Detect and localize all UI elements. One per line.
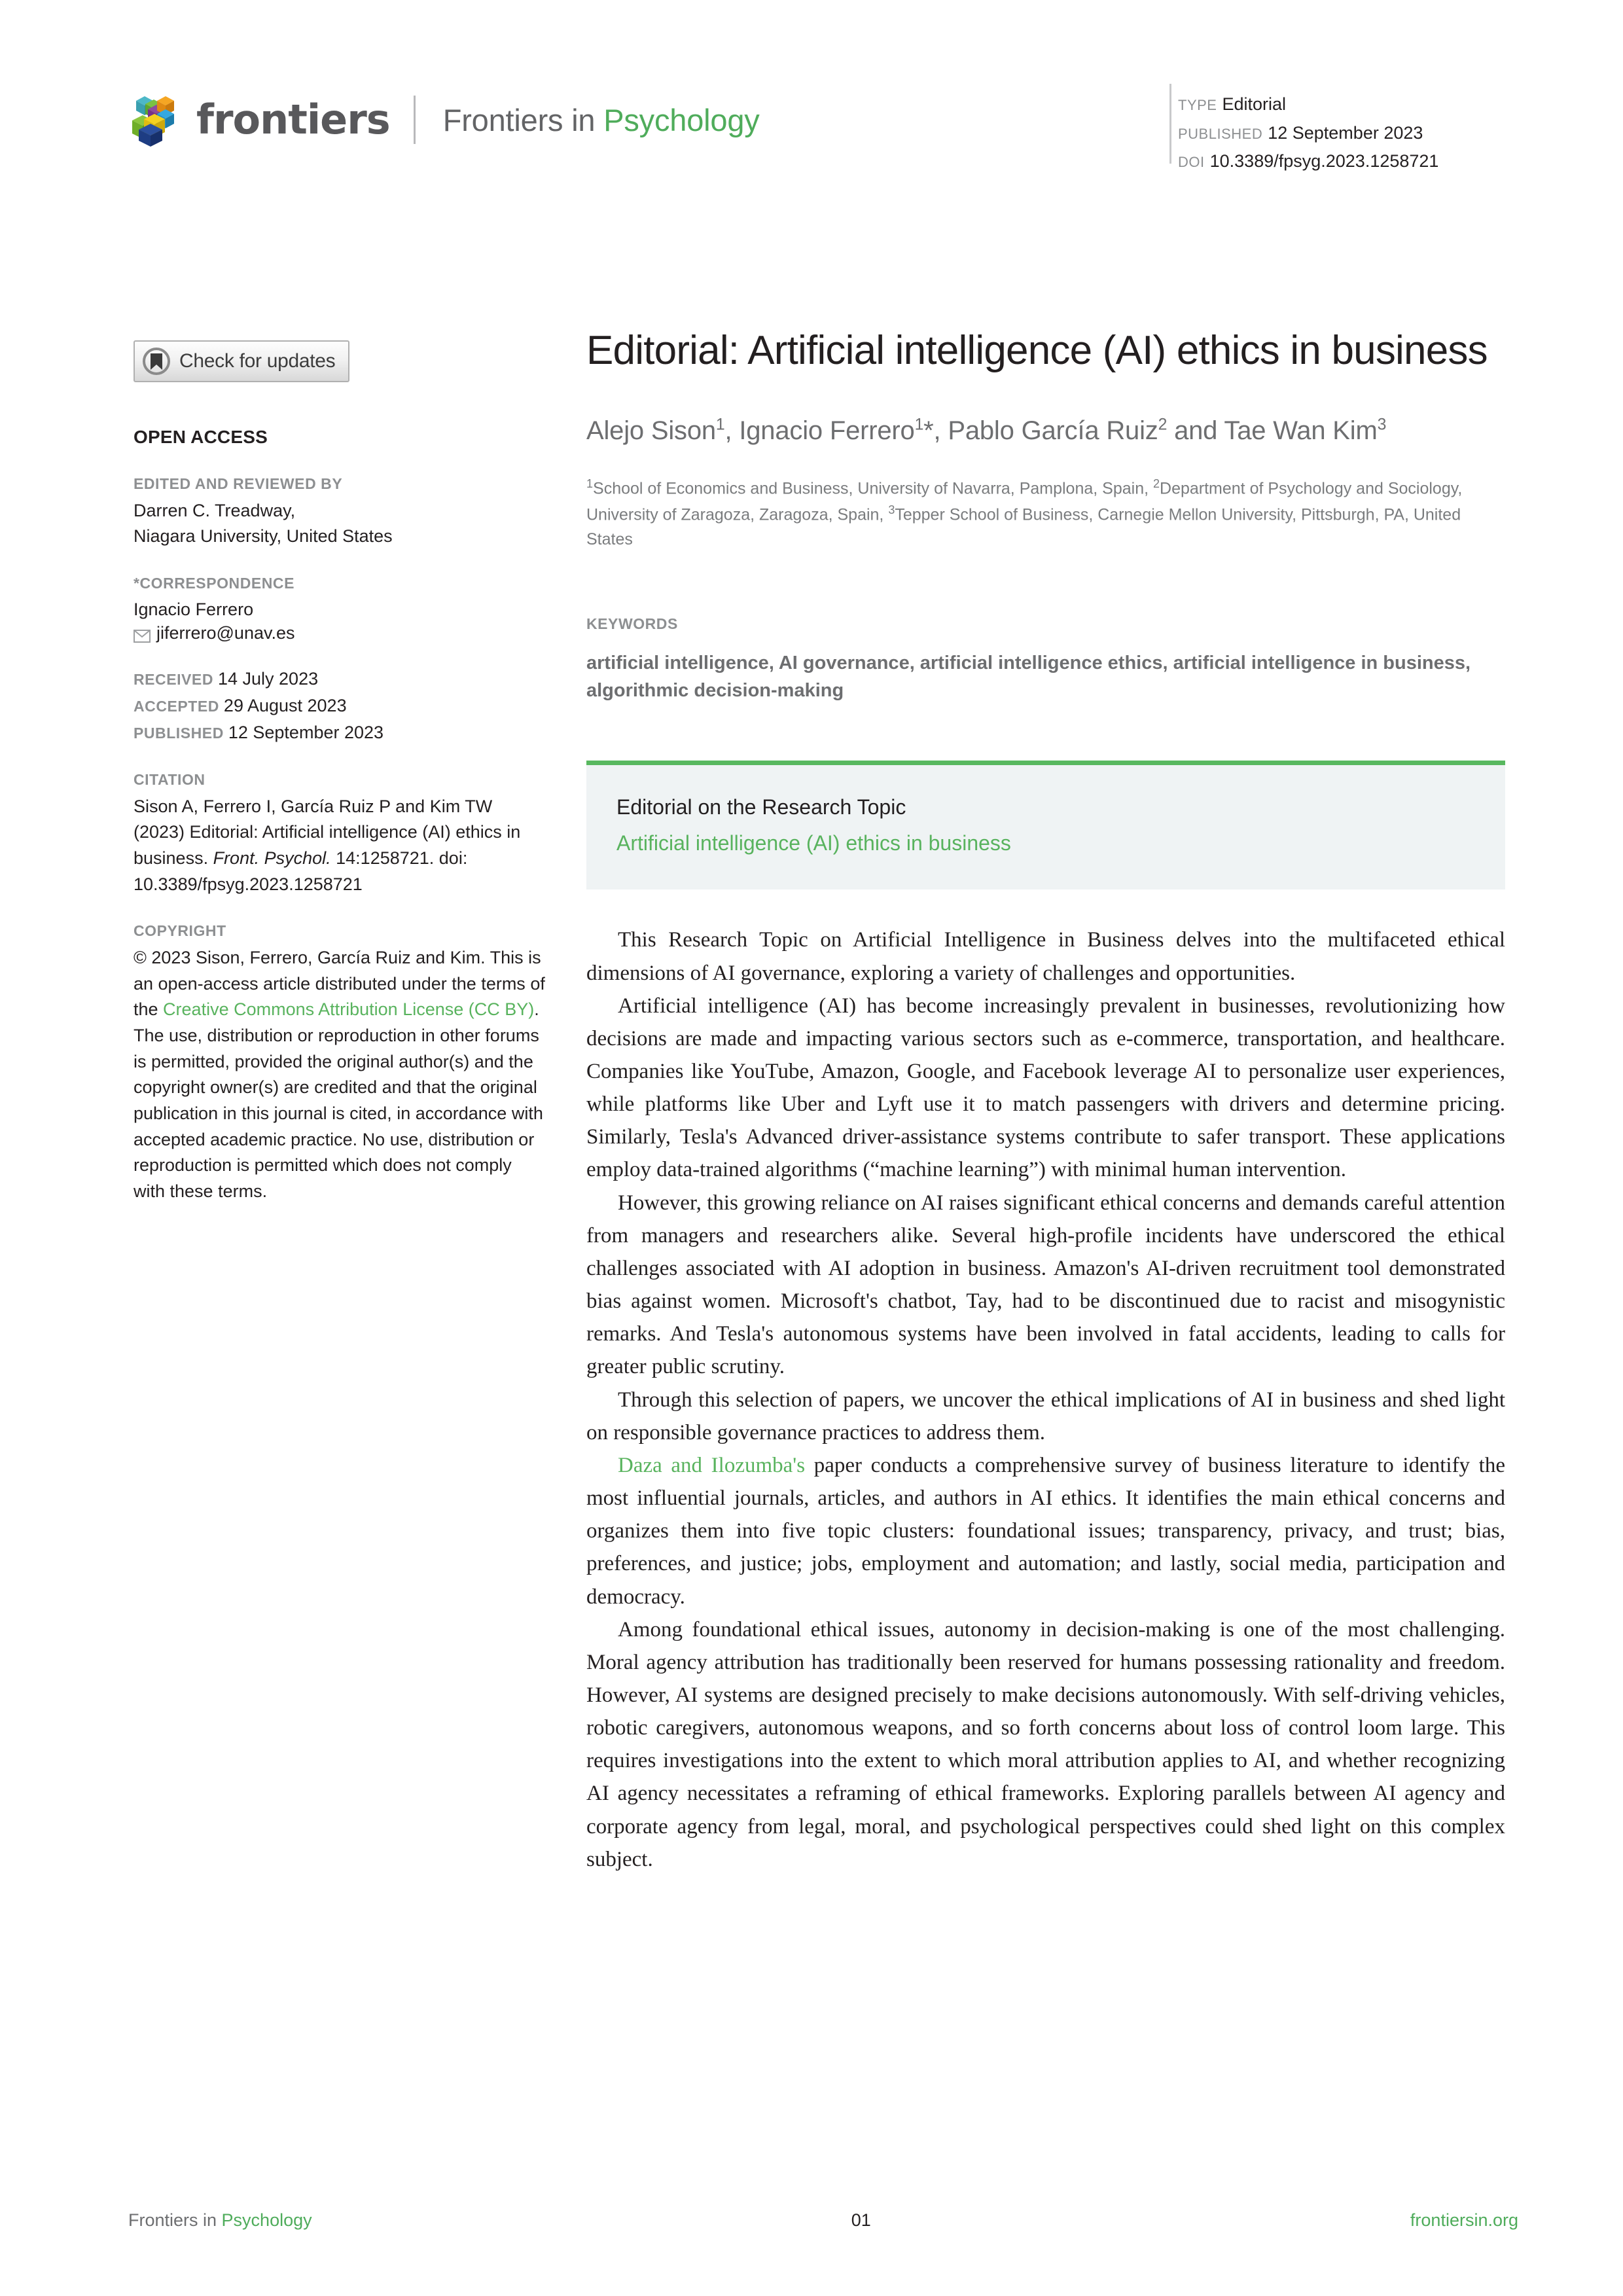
header-meta-type-value: Editorial xyxy=(1222,94,1287,114)
check-for-updates-label: Check for updates xyxy=(179,350,336,372)
journal-title-prefix: Frontiers in xyxy=(442,102,604,137)
header-meta-doi-label: DOI xyxy=(1178,154,1205,171)
correspondence-block xyxy=(134,572,547,643)
header-meta-type-label: TYPE xyxy=(1178,97,1217,113)
body-paragraph: This Research Topic on Artificial Intelligence in Business delves into the multifaceted ethical dimensions of AI governance, exploring a variety of challenges and opportunities. xyxy=(586,928,1505,985)
copyright-part-1: © 2023 Sison, Ferrero, García Ruiz and Kim. This is an open-access article distributed under the terms of the xyxy=(134,947,545,1020)
header-meta-doi-value[interactable]: 10.3389/fpsyg.2023.1258721 xyxy=(1209,151,1439,171)
copyright-part-2: . The use, distribution or reproduction in other forums is permitted, provided the original author(s) and the copyright owner(s) are credited and that the original publication in this journal is cited, in accordance with accepted academic practice. No use, distribution or reproduction is permitted which does not comply with these terms. xyxy=(134,999,543,1202)
body-paragraph-text: paper conducts a comprehensive survey of business literature to identify the most influential journals, articles, and authors in AI ethics. It identifies the main ethical concerns and organizes them into five topic clusters: foundational issues; transparency, privacy, and trust; bias, preferences, and justice; jobs, employment and automation; and lastly, social media, participation and democracy. xyxy=(586,1453,1506,1609)
citation-part-1: Sison A, Ferrero I, García Ruiz P and Kim TW (2023) Editorial: Artificial intelligence (AI) ethics in business. xyxy=(134,796,521,869)
body-paragraph: Through this selection of papers, we uncover the ethical implications of AI in business and shed light on responsible governance practices to address them. xyxy=(586,1388,1505,1444)
citation-link-daza-ilozumba[interactable]: Daza and Ilozumba's xyxy=(618,1453,806,1477)
published-label: PUBLISHED xyxy=(134,725,224,742)
crossmark-icon xyxy=(143,348,170,375)
citation-text xyxy=(134,794,547,898)
footer-journal xyxy=(128,2210,312,2231)
masthead-divider xyxy=(414,96,416,144)
open-access-label: OPEN ACCESS xyxy=(134,427,268,447)
received-row xyxy=(134,666,547,692)
published-row xyxy=(134,719,547,746)
copyright-label: COPYRIGHT xyxy=(134,922,226,940)
footer-journal-accent: Psychology xyxy=(221,2210,312,2230)
received-value: 14 July 2023 xyxy=(217,669,319,689)
accepted-row xyxy=(134,692,547,719)
research-topic-box xyxy=(586,761,1505,889)
journal-title xyxy=(442,102,760,137)
header-meta-published-value: 12 September 2023 xyxy=(1268,122,1423,143)
author-list: Alejo Sison$^1$, Ignacio Ferrero$^1$*, Pablo García Ruiz$^2$ and Tae Wan Kim$^3$ xyxy=(586,416,1387,445)
accepted-value: 29 August 2023 xyxy=(223,696,347,716)
keywords-label: KEYWORDS xyxy=(586,615,678,632)
edited-reviewed-label: EDITED AND REVIEWED BY xyxy=(134,475,343,492)
copyright-block xyxy=(134,920,547,1204)
envelope-icon xyxy=(134,627,151,640)
received-label: RECEIVED xyxy=(134,671,213,689)
article-body xyxy=(586,924,1505,1876)
journal-title-accent: Psychology xyxy=(603,102,760,137)
dates-block xyxy=(134,666,547,746)
header-meta-doi xyxy=(1178,147,1518,176)
header-meta-divider xyxy=(1169,84,1171,164)
footer-page-number: 01 xyxy=(851,2210,871,2230)
copyright-text xyxy=(134,945,547,1205)
research-topic-link[interactable]: Artificial intelligence (AI) ethics in business xyxy=(616,831,1011,855)
frontiers-logo-icon[interactable] xyxy=(128,92,179,148)
footer-journal-prefix: Frontiers in xyxy=(128,2210,222,2230)
edited-reviewed-block xyxy=(134,473,547,550)
keywords-list: artificial intelligence, AI governance, artificial intelligence ethics, artificial intelligence in business, algorithmic decision-making xyxy=(586,652,1471,701)
correspondence-email-line[interactable] xyxy=(134,623,547,643)
accepted-label: ACCEPTED xyxy=(134,698,219,715)
affiliations: $^1$School of Economics and Business, University of Navarra, Pamplona, Spain, $^2$Department of Psychology and Sociology, University of Zaragoza, Zaragoza, Spain, $^3$Tepper School of Business, Carnegie Mellon University, Pittsburgh, PA, United States xyxy=(586,476,1463,549)
body-paragraph: However, this growing reliance on AI raises significant ethical concerns and demands careful attention from managers and researchers alike. Several high-profile incidents have underscored the ethical challenges associated with AI adoption in business. Amazon's AI-driven recruitment tool demonstrated bias against women. Microsoft's chatbot, Tay, had to be discontinued due to racist and misogynistic remarks. And Tesla's autonomous systems have been involved in fatal accidents, leading to calls for greater public scrutiny. xyxy=(586,1191,1505,1379)
published-value: 12 September 2023 xyxy=(228,723,384,743)
header-meta-published xyxy=(1178,119,1518,148)
header-metadata xyxy=(1178,90,1518,176)
correspondence-name: Ignacio Ferrero xyxy=(134,600,254,620)
correspondence-label: *CORRESPONDENCE xyxy=(134,574,294,592)
citation-label: CITATION xyxy=(134,771,205,789)
correspondence-email[interactable]: jiferrero@unav.es xyxy=(156,623,295,643)
body-paragraph: Artificial intelligence (AI) has become increasingly prevalent in businesses, revolutionizing how decisions are made and impacting various sectors such as e-commerce, transportation, and healthcare. Companies like YouTube, Amazon, Google, and Facebook leverage AI to personalize user experiences, while platforms like Uber and Lyft use it to match passengers with drivers and determine pricing. Similarly, Tesla's Advanced driver-assistance systems contribute to safer transport. These applications employ data-trained algorithms (“machine learning”) with minimal human intervention. xyxy=(586,994,1505,1182)
article-main xyxy=(586,327,1505,1876)
article-title: Editorial: Artificial intelligence (AI) ethics in business xyxy=(586,328,1488,373)
body-paragraph xyxy=(586,1449,1505,1613)
edited-reviewed-name: Darren C. Treadway, xyxy=(134,500,296,520)
page-footer xyxy=(128,2210,1518,2231)
header-meta-published-label: PUBLISHED xyxy=(1178,125,1263,142)
sidebar-metadata xyxy=(134,340,547,1227)
edited-reviewed-affiliation: Niagara University, United States xyxy=(134,526,393,547)
copyright-license-link[interactable]: Creative Commons Attribution License (CC BY) xyxy=(163,999,535,1020)
citation-block xyxy=(134,768,547,897)
research-topic-heading: Editorial on the Research Topic xyxy=(616,795,906,819)
check-for-updates-button[interactable] xyxy=(134,340,349,382)
body-paragraph: Among foundational ethical issues, autonomy in decision-making is one of the most challenging. Moral agency attribution has traditionally been reserved for humans possessing rationality and freedom. However, AI systems are designed precisely to make decisions autonomously. With self-driving vehicles, robotic caregivers, autonomous weapons, and so forth concerns about loss of control loom large. This requires investigations into the extent to which moral attribution applies to AI, and whether recognizing AI agency necessitates a reframing of ethical frameworks. Exploring parallels between AI agency and corporate agency from legal, moral, and psychological perspectives could shed light on this complex subject. xyxy=(586,1617,1505,1871)
citation-journal: Front. Psychol. xyxy=(213,848,331,869)
frontiers-wordmark: frontiers xyxy=(196,96,390,143)
footer-website-link[interactable]: frontiersin.org xyxy=(1410,2210,1518,2230)
header-meta-type xyxy=(1178,90,1518,119)
citation-part-2: 14:1258721. doi: 10.3389/fpsyg.2023.1258721 xyxy=(134,848,468,894)
masthead xyxy=(128,92,760,148)
